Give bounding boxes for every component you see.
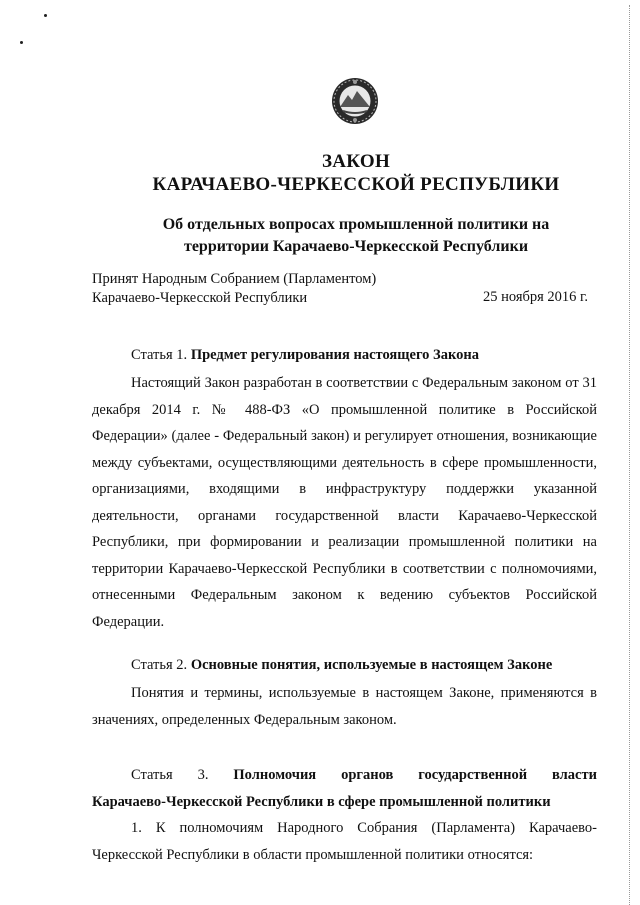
- subtitle-line: территории Карачаево-Черкесской Республики: [183, 238, 529, 255]
- law-subtitle: [0, 214, 640, 258]
- adoption-line: Карачаево-Черкесской Республики: [92, 290, 308, 306]
- article-title: Карачаево-Черкесской Республики в сфере промышленной политики: [92, 793, 551, 810]
- article-number: Статья 1.: [131, 347, 188, 363]
- coat-of-arms-emblem: [330, 76, 380, 126]
- scan-edge-line: [629, 5, 630, 905]
- article-title: Предмет регулирования настоящего Закона: [190, 347, 479, 363]
- heading-word: власти: [552, 767, 597, 783]
- adoption-line: Принят Народным Собранием (Парламентом): [92, 271, 377, 287]
- scan-speck: [44, 14, 47, 17]
- article-paragraph: Понятия и термины, используемые в настоящем Законе, применяются в значениях, определенных Федеральным законом.: [92, 685, 597, 728]
- article-paragraph: 1. К полномочиям Народного Собрания (Парламента) Карачаево-Черкесской Республики в области промышленной политики относятся:: [92, 820, 597, 863]
- heading-word: государственной: [418, 767, 528, 783]
- heading-word: Статья: [131, 767, 173, 783]
- subtitle-line: Об отдельных вопросах промышленной политики на: [162, 216, 550, 233]
- article-number: Статья 2.: [131, 657, 188, 673]
- heading-word: 3.: [197, 767, 209, 783]
- adoption-date: 25 ноября 2016 г.: [482, 289, 588, 305]
- article-heading: [131, 657, 552, 674]
- article-title: Основные понятия, используемые в настоящем Законе: [190, 657, 553, 673]
- article-heading: [131, 347, 479, 364]
- article-paragraph: Настоящий Закон разработан в соответствии с Федеральным законом от 31 декабря 2014 г. № 488-ФЗ «О промышленной политике в Российской Федерации» (далее - Федеральный закон) и регулирует отношения, возникающие между субъектами, осуществляющими деятельность в сфере промышленности, организациями, входящими в инфраструктуру поддержки указанной деятельности, органами государственной власти Карачаево-Черкесской Республики, при формировании и реализации промышленной политики на территории Карачаево-Черкесской Республики в соответствии с полномочиями, отнесенными Федеральным законом к ведению субъектов Российской Федерации.: [92, 375, 597, 630]
- heading-word: органов: [341, 767, 394, 783]
- article-heading: [92, 762, 597, 815]
- law-title: ЗАКОН: [321, 151, 391, 172]
- scan-speck: [20, 41, 23, 44]
- heading-word: Полномочия: [233, 767, 317, 783]
- republic-title: КАРАЧАЕВО-ЧЕРКЕССКОЙ РЕСПУБЛИКИ: [152, 174, 560, 195]
- adoption-statement: [92, 270, 376, 308]
- article-heading-line: [92, 762, 597, 789]
